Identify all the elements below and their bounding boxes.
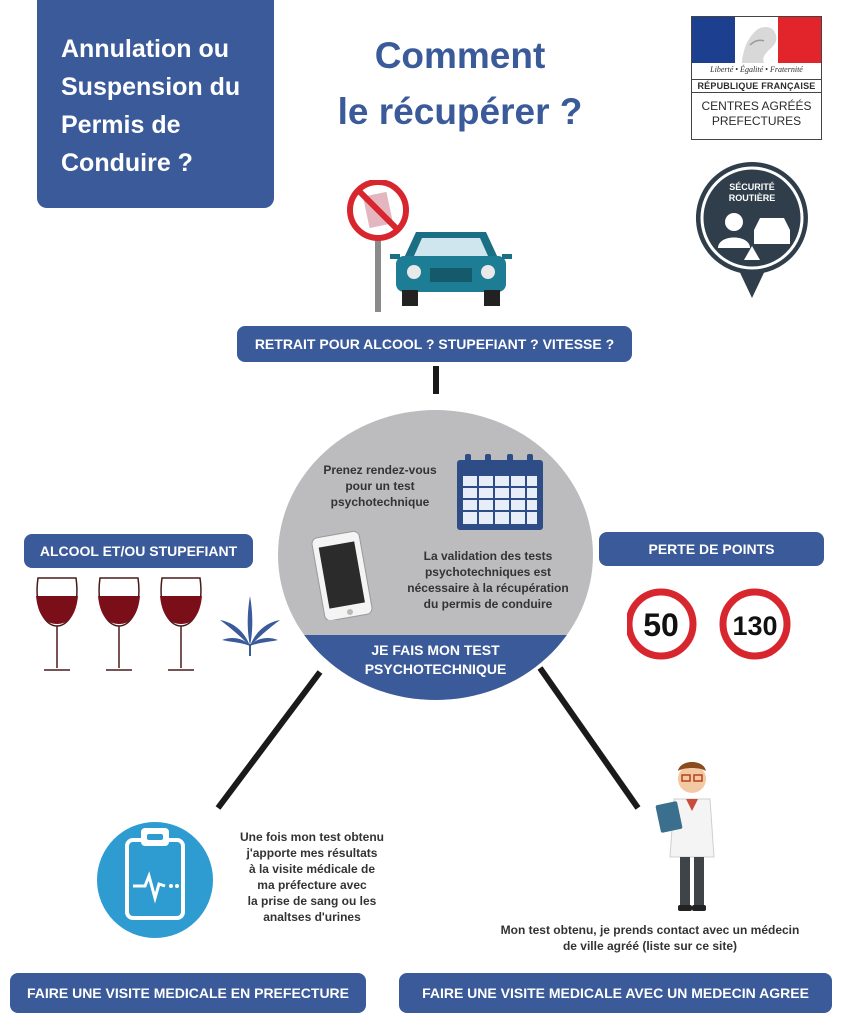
car-icon xyxy=(754,218,790,244)
badge-line-2: ROUTIÈRE xyxy=(728,193,776,203)
visite-prefecture-label: FAIRE UNE VISITE MEDICALE EN PREFECTURE xyxy=(10,973,366,1013)
points-label: PERTE DE POINTS xyxy=(599,532,824,566)
prefecture-line: à la visite médicale de xyxy=(248,862,376,876)
calendar-icon xyxy=(455,450,545,532)
validation-line: La validation des tests xyxy=(423,549,553,563)
cannabis-leaf-icon xyxy=(220,596,280,656)
validation-text xyxy=(400,548,576,612)
rdv-line: pour un test xyxy=(345,479,415,493)
securite-routiere-badge xyxy=(694,160,810,300)
rdv-line: psychotechnique xyxy=(330,495,430,509)
republique-francaise-logo xyxy=(691,16,822,140)
retrait-label: RETRAIT POUR ALCOOL ? STUPEFIANT ? VITESSE ? xyxy=(237,326,632,362)
speed-130-text: 130 xyxy=(732,611,778,641)
wine-glass-icon xyxy=(98,578,140,670)
prefecture-line: j'apporte mes résultats xyxy=(246,846,378,860)
car-front-icon xyxy=(390,232,512,306)
medecin-text xyxy=(470,922,830,954)
gov-republic: RÉPUBLIQUE FRANÇAISE xyxy=(692,79,821,93)
title-box xyxy=(37,0,274,208)
page-title xyxy=(300,28,620,140)
doctor-icon xyxy=(650,757,730,915)
title-line: Permis de xyxy=(61,111,181,139)
wine-glass-icon xyxy=(36,578,78,670)
validation-line: psychotechniques est xyxy=(424,565,552,579)
wine-glasses-illustration xyxy=(30,576,280,676)
gov-motto: Liberté • Égalité • Fraternité xyxy=(710,65,803,74)
wine-glass-icon xyxy=(160,578,202,670)
prefecture-text xyxy=(222,829,402,925)
prefecture-line: la prise de sang ou les xyxy=(247,894,377,908)
band-line: JE FAIS MON TEST xyxy=(371,642,500,658)
medecin-line: Mon test obtenu, je prends contact avec un médecin xyxy=(500,923,800,937)
alcool-label: ALCOOL ET/OU STUPEFIANT xyxy=(24,534,253,568)
visite-medecin-label: FAIRE UNE VISITE MEDICALE AVEC UN MEDECIN AGREE xyxy=(399,973,832,1013)
validation-line: du permis de conduire xyxy=(423,597,553,611)
clipboard-medical-icon xyxy=(97,800,219,942)
validation-line: nécessaire à la récupération xyxy=(407,581,569,595)
title-line: Annulation ou xyxy=(61,35,230,63)
speed-signs xyxy=(627,588,797,664)
headline-line: le récupérer ? xyxy=(337,91,583,132)
title-line: Conduire ? xyxy=(61,149,193,177)
headline-line: Comment xyxy=(374,35,546,76)
circle-band xyxy=(278,635,593,700)
centres-line: PREFECTURES xyxy=(711,114,802,128)
band-line: PSYCHOTECHNIQUE xyxy=(364,661,507,677)
medecin-line: de ville agréé (liste sur ce site) xyxy=(562,939,738,953)
prefecture-line: ma préfecture avec xyxy=(257,878,367,892)
badge-line-1: SÉCURITÉ xyxy=(729,182,775,192)
centres-line: CENTRES AGRÉÉS xyxy=(701,99,812,113)
sign-pole xyxy=(375,230,381,312)
rdv-line: Prenez rendez-vous xyxy=(323,463,437,477)
rdv-text xyxy=(312,462,448,510)
speed-50-text: 50 xyxy=(643,607,679,643)
license-and-car-illustration xyxy=(344,180,514,315)
prefecture-line: analtses d'urines xyxy=(263,910,361,924)
person-head-icon xyxy=(725,213,743,231)
title-line: Suspension du xyxy=(61,73,241,101)
smartphone-icon xyxy=(308,530,382,620)
marianne-flag-icon xyxy=(692,17,821,63)
gov-centres xyxy=(692,99,821,129)
prefecture-line: Une fois mon test obtenu xyxy=(240,830,384,844)
